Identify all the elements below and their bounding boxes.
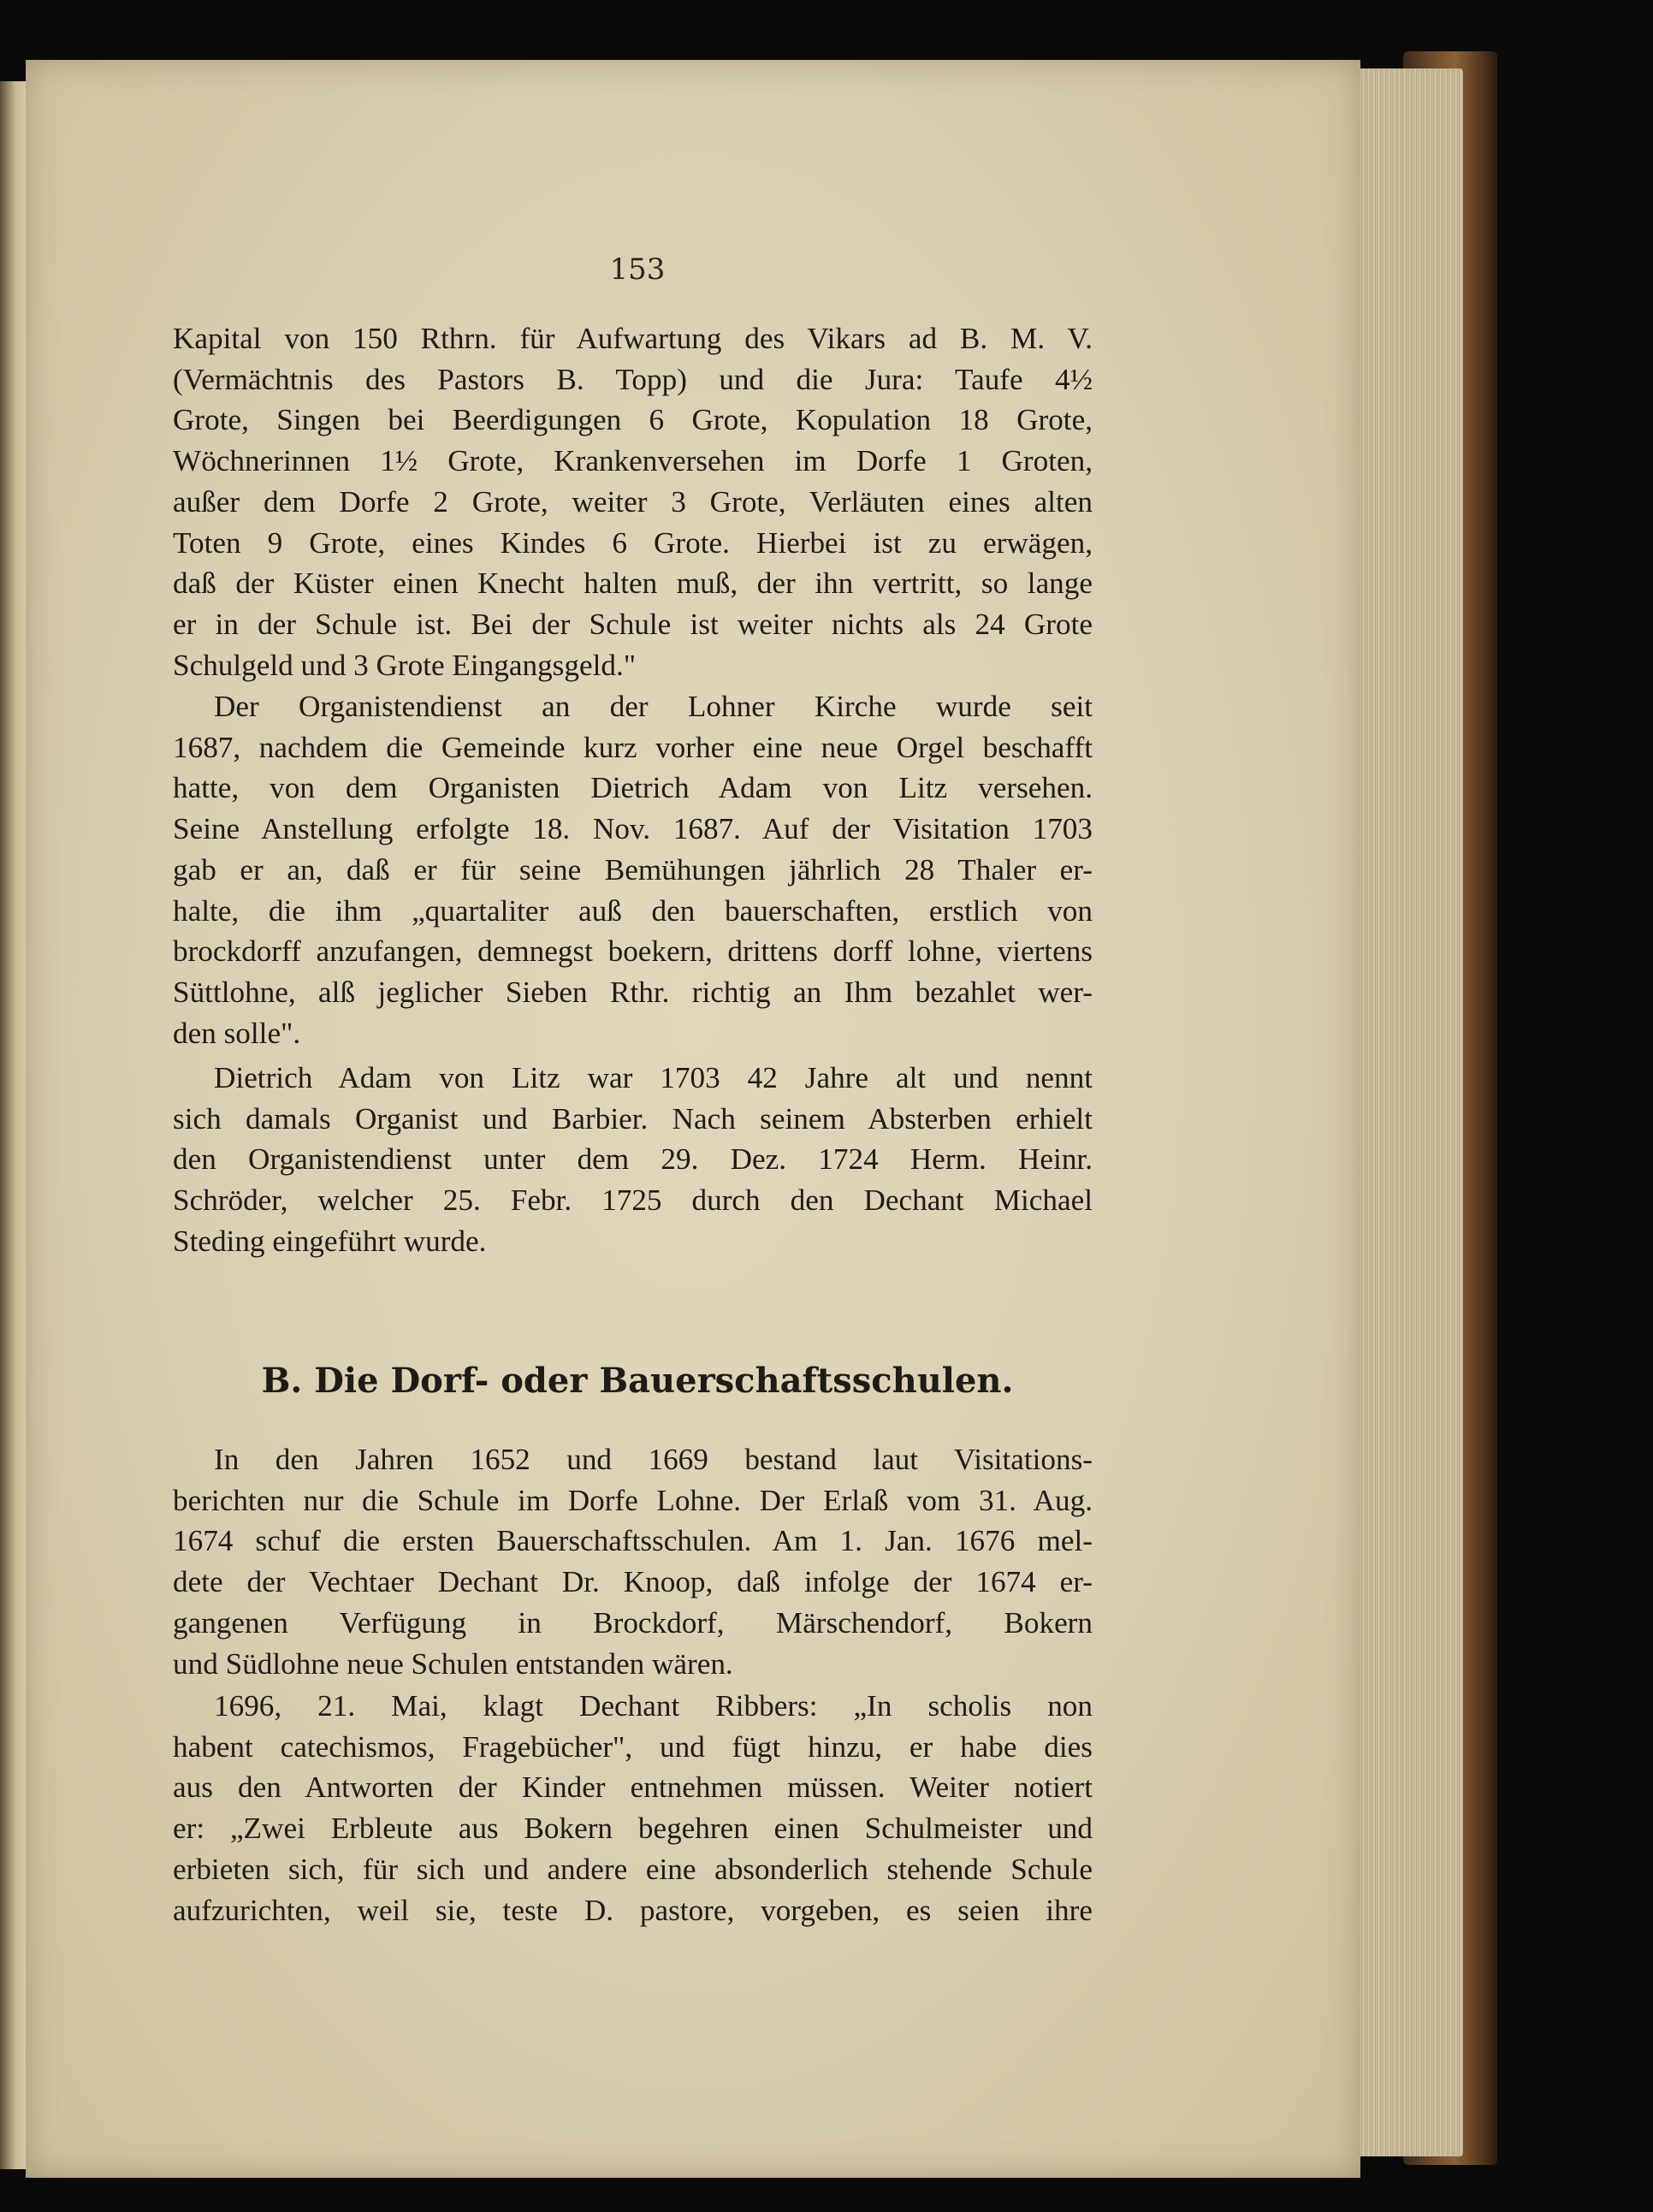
text-line: er in der Schule ist. Bei der Schule ist weiter nichts als 24 Grote [173,607,1093,641]
text-line: er: „Zwei Erbleute aus Bokern begehren einen Schulmeister und [173,1812,1093,1846]
text-line: gab er an, daß er für seine Bemühungen jährlich 28 Thaler er- [173,852,1093,887]
text-line: aus den Antworten der Kinder entnehmen müssen. Weiter notiert [173,1770,1093,1805]
text-line: und Südlohne neue Schulen entstanden wären. [173,1646,733,1681]
text-line: Kapital von 150 Rthrn. für Aufwartung des Vikars ad B. M. V. [173,322,1093,355]
text-line: brockdorff anzufangen, demnegst boekern, drittens dorff lohne, viertens [173,934,1093,969]
text-line: Seine Anstellung erfolgte 18. Nov. 1687. Auf der Visitation 1703 [173,812,1093,846]
text-line: außer dem Dorfe 2 Grote, weiter 3 Grote, Verläuten eines alten [173,484,1093,519]
text-line: 1696, 21. Mai, klagt Dechant Ribbers: „In scholis non [214,1689,1093,1723]
text-line: hatte, von dem Organisten Dietrich Adam von Litz versehen. [173,771,1093,805]
text-line: Schulgeld und 3 Grote Eingangsgeld." [173,648,637,682]
text-line: In den Jahren 1652 und 1669 bestand laut Visitations- [214,1443,1093,1476]
text-line: aufzurichten, weil sie, teste D. pastore, vorgeben, es seien ihre [173,1893,1093,1927]
paragraph-4 [173,1439,1093,1684]
text-line: halte, die ihm „quartaliter auß den bauerschaften, erstlich von [173,893,1093,928]
text-line: Der Organistendienst an der Lohner Kirche wurde seit [214,690,1093,723]
text-line: Dietrich Adam von Litz war 1703 42 Jahre alt und nennt [214,1061,1093,1094]
text-line: den solle". [173,1016,301,1050]
text-line: daß der Küster einen Knecht halten muß, der ihn vertritt, so lange [173,566,1093,601]
text-line: 1674 schuf die ersten Bauerschaftsschulen. Am 1. Jan. 1676 mel- [173,1524,1093,1558]
text-line: gangenen Verfügung in Brockdorf, Märschendorf, Bokern [173,1605,1093,1640]
text-line: dete der Vechtaer Dechant Dr. Knoop, daß infolge der 1674 er- [173,1565,1093,1599]
text-line: den Organistendienst unter dem 29. Dez. 1724 Herm. Heinr. [173,1142,1093,1177]
left-page-edge [0,81,26,2169]
book-page [26,60,1360,2178]
text-line: Süttlohne, alß jeglicher Sieben Rthr. richtig an Ihm bezahlet wer- [173,975,1093,1009]
text-line: sich damals Organist und Barbier. Nach seinem Absterben erhielt [173,1101,1093,1136]
page-number: 153 [609,252,666,287]
paragraph-3 [173,1058,1093,1262]
text-line: erbieten sich, für sich und andere eine absonderlich stehende Schule [173,1852,1093,1886]
section-heading: B. Die Dorf- oder Bauerschaftsschulen. [261,1361,1014,1401]
paragraph-2 [173,686,1093,1053]
paragraph-1 [173,318,1093,685]
text-line: Steding eingeführt wurde. [173,1224,487,1258]
paragraph-5 [173,1686,1093,1930]
text-line: (Vermächtnis des Pastors B. Topp) und die Jura: Taufe 4½ [173,362,1093,396]
text-line: Schröder, welcher 25. Febr. 1725 durch den Dechant Michael [173,1183,1093,1218]
text-line: berichten nur die Schule im Dorfe Lohne. Der Erlaß vom 31. Aug. [173,1483,1093,1517]
text-line: Wöchnerinnen 1½ Grote, Krankenversehen im Dorfe 1 Groten, [173,444,1093,478]
text-line: 1687, nachdem die Gemeinde kurz vorher eine neue Orgel beschafft [173,730,1093,764]
text-line: Grote, Singen bei Beerdigungen 6 Grote, Kopulation 18 Grote, [173,403,1093,437]
text-line: Toten 9 Grote, eines Kindes 6 Grote. Hierbei ist zu erwägen, [173,525,1093,560]
text-line: habent catechismos, Fragebücher", und fügt hinzu, er habe dies [173,1729,1093,1764]
